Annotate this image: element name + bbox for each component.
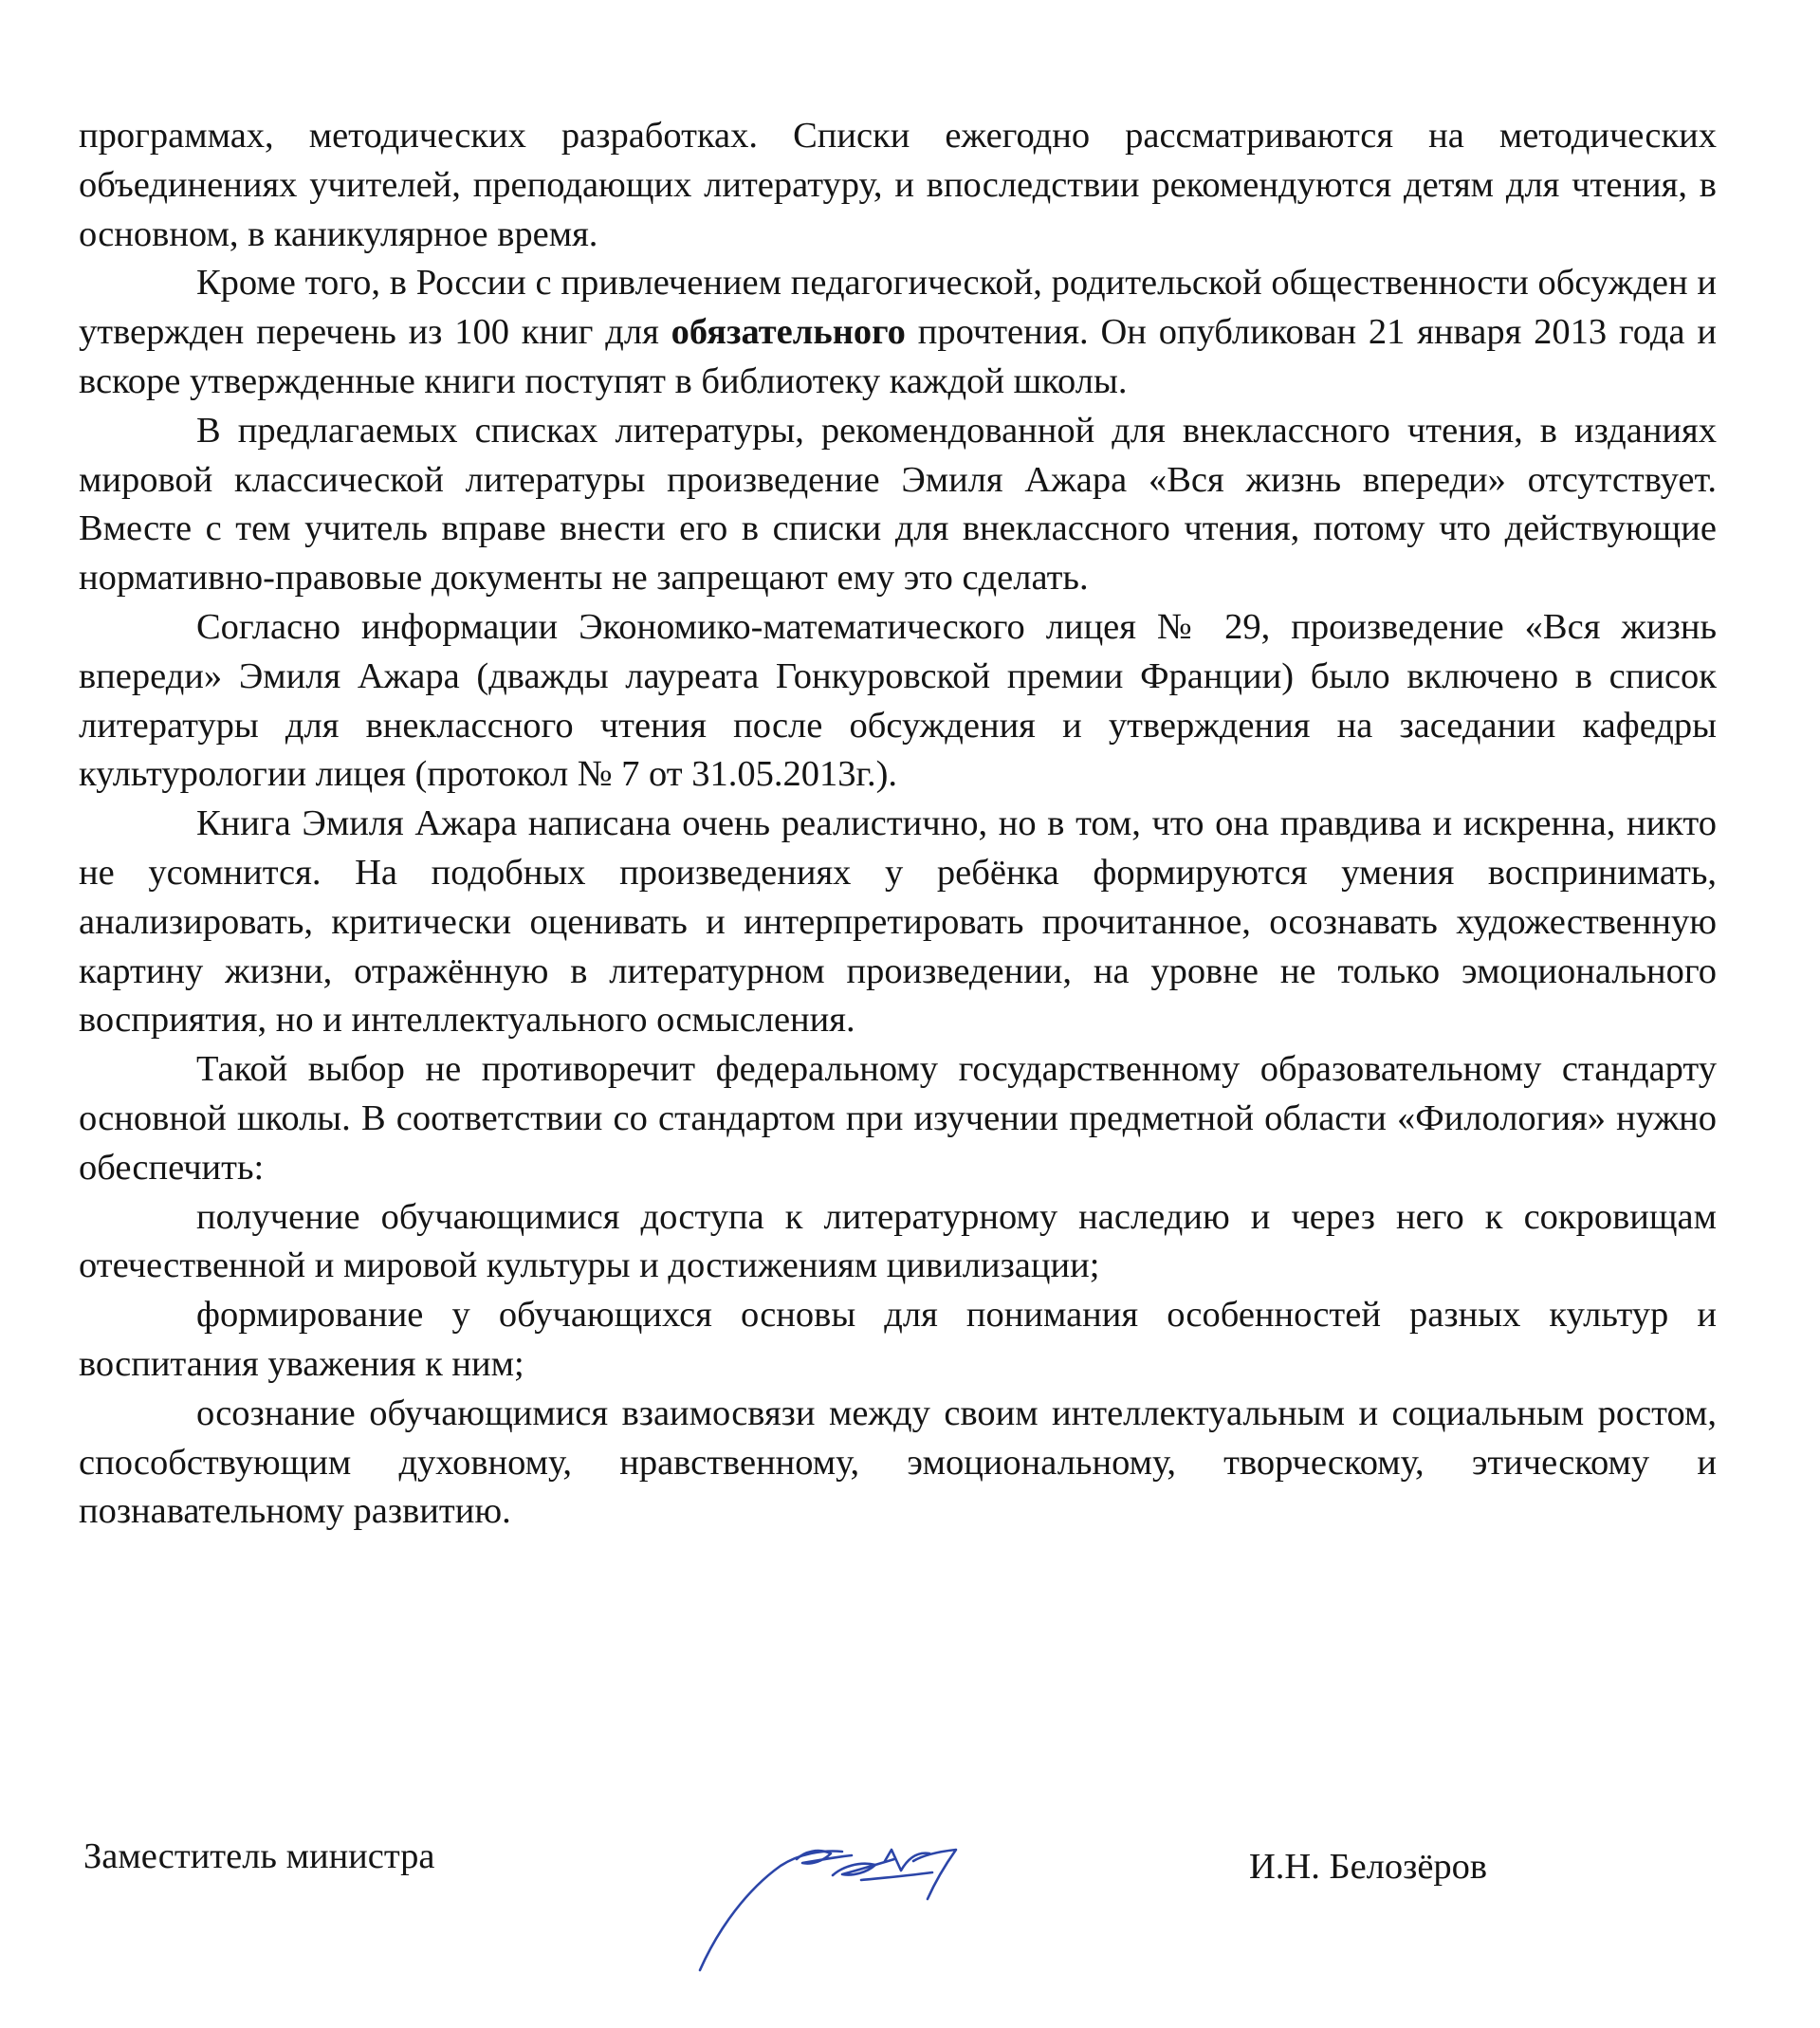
paragraph-3: В предлагаемых списках литературы, рекомендованной для внеклассного чтения, в изданиях мировой классической литературы произведение Эмиля Ажара «Вся жизнь впереди» отсутствует. Вместе с тем учитель вправе внести его в списки для внеклассного чтения, потому что действующие нормативно-правовые документы не запрещают ему это сделать. [79,410,1717,599]
paragraph-1: программах, методических разработках. Списки ежегодно рассматриваются на методических объединениях учителей, преподающих литературу, и впоследствии рекомендуются детям для чтения, в основном, в каникулярное время. [79,116,1717,254]
paragraph-5: Книга Эмиля Ажара написана очень реалистично, но в том, что она правдива и искренна, никто не усомнится. На подобных произведениях у ребёнка формируются умения воспринимать, анализировать, критически оценивать и интерпретировать прочитанное, осознавать художественную картину жизни, отражённую в литературном произведении, на уровне не только эмоционального восприятия, но и интеллектуального осмысления. [79,803,1717,1041]
paragraph-2 [79,259,1717,406]
signatory-name: И.Н. Белозёров [1249,1847,1488,1887]
paragraph-2-bold: обязательного [671,312,906,353]
paragraph-4: Согласно информации Экономико-математического лицея № 29, произведение «Вся жизнь впереди» Эмиля Ажара (дважды лауреата Гонкуровской премии Франции) было включено в список литературы для внеклассного чтения после обсуждения и утверждения на заседании кафедры культурологии лицея (протокол № 7 от 31.05.2013г.). [79,606,1717,795]
list-item-2: формирование у обучающихся основы для понимания особенностей разных культур и воспитания уважения к ним; [79,1295,1717,1384]
paragraph-2-start: Кроме того, в России с привлечением педагогической, родительской общественности обсужден и утвержден перечень из 100 книг для [79,263,1717,353]
paragraph-6: Такой выбор не противоречит федеральному государственному образовательному стандарту основной школы. В соответствии со стандартом при изучении предметной области «Филология» нужно обеспечить: [79,1049,1717,1188]
signatory-position: Заместитель министра [83,1836,435,1876]
list-item-3: осознание обучающимися взаимосвязи между своим интеллектуальным и социальным ростом, способствующим духовному, нравственному, эмоциональному, творческому, этическому и познавательному развитию. [79,1392,1717,1532]
handwritten-signature-icon [690,1823,984,1975]
paragraph-2-end: прочтения. Он опубликован 21 января 2013 года и вскоре утвержденные книги поступят в библиотеку каждой школы. [79,312,1717,401]
list-item-1: получение обучающимися доступа к литературному наследию и через него к сокровищам отечественной и мировой культуры и достижениям цивилизации; [79,1196,1717,1286]
letter-body [79,112,1717,1537]
